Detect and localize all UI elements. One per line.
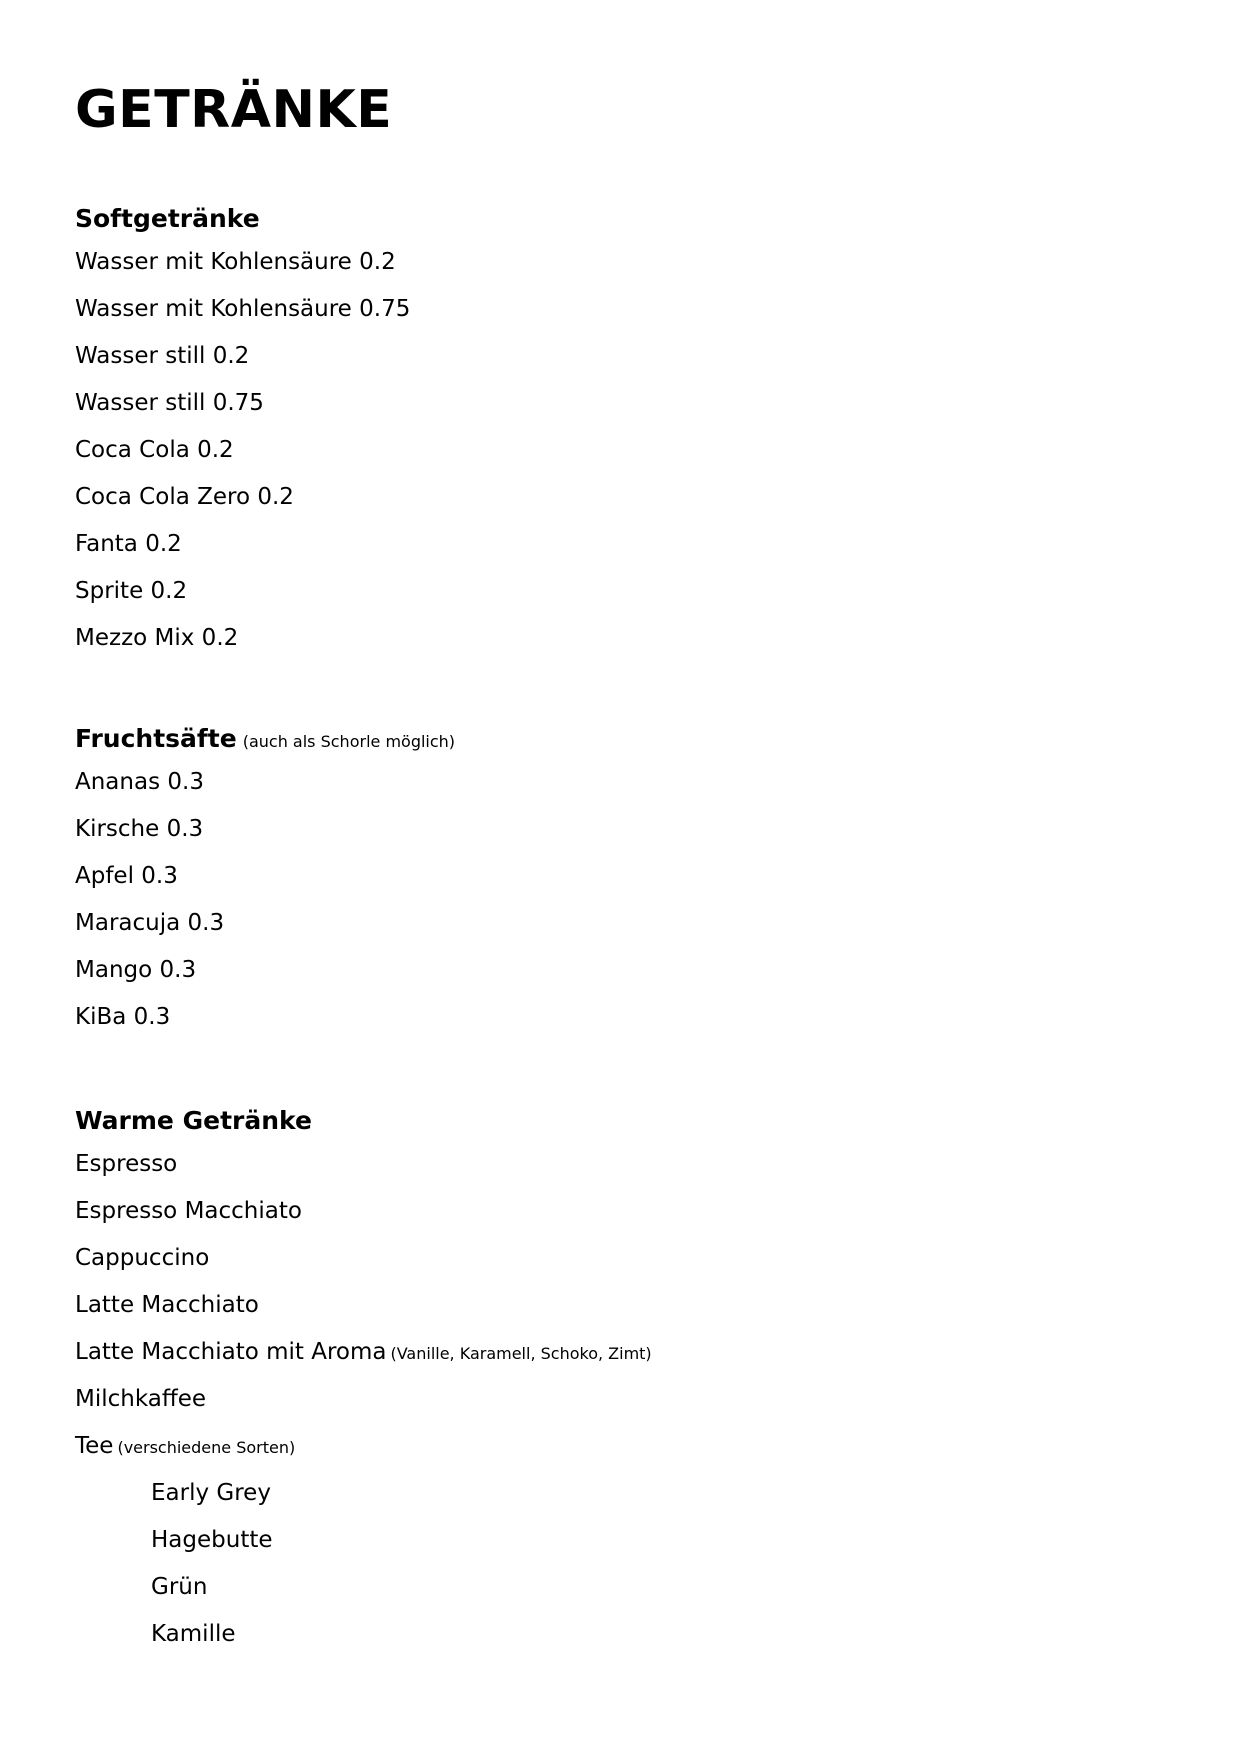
menu-item: Wasser mit Kohlensäure 0.2	[75, 249, 396, 275]
menu-item: Ananas 0.3	[75, 769, 204, 795]
menu-item: Espresso	[75, 1151, 178, 1177]
section-heading-text: Fruchtsäfte	[75, 724, 237, 753]
tea-variety-item: Grün	[151, 1574, 208, 1600]
section-heading-text: Softgetränke	[75, 204, 260, 233]
menu-item: KiBa 0.3	[75, 1004, 171, 1030]
tea-variety-item: Hagebutte	[151, 1527, 273, 1553]
menu-item: Apfel 0.3	[75, 863, 178, 889]
section-heading	[75, 199, 1175, 239]
menu-item: Latte Macchiato	[75, 1292, 259, 1318]
menu-item: Kirsche 0.3	[75, 816, 204, 842]
menu-item	[75, 1423, 1175, 1470]
menu-item: Fanta 0.2	[75, 531, 182, 557]
section-softgetraenke	[75, 199, 1175, 662]
section-fruchtsaefte	[75, 719, 1175, 1041]
menu-item: Sprite 0.2	[75, 578, 188, 604]
section-heading	[75, 1101, 1175, 1141]
page-title: GETRÄNKE	[75, 80, 393, 140]
section-note: (auch als Schorle möglich)	[242, 732, 456, 751]
menu-item: Wasser still 0.2	[75, 343, 250, 369]
menu-item: Mezzo Mix 0.2	[75, 625, 239, 651]
menu-item-name: Latte Macchiato mit Aroma	[75, 1339, 387, 1365]
menu-item: Milchkaffee	[75, 1386, 207, 1412]
menu-item-name: Tee	[75, 1433, 114, 1459]
menu-item	[75, 1329, 1175, 1376]
menu-item: Cappuccino	[75, 1245, 210, 1271]
menu-item: Wasser mit Kohlensäure 0.75	[75, 296, 411, 322]
menu-item: Coca Cola Zero 0.2	[75, 484, 294, 510]
menu-item: Maracuja 0.3	[75, 910, 225, 936]
section-heading	[75, 719, 1175, 759]
menu-item-note: (verschiedene Sorten)	[117, 1438, 296, 1457]
tea-variety-item: Early Grey	[151, 1480, 271, 1506]
menu-item-note: (Vanille, Karamell, Schoko, Zimt)	[390, 1344, 652, 1363]
section-heading-text: Warme Getränke	[75, 1106, 312, 1135]
menu-item: Espresso Macchiato	[75, 1198, 302, 1224]
menu-item: Mango 0.3	[75, 957, 197, 983]
tea-variety-item: Kamille	[151, 1621, 236, 1647]
menu-item: Wasser still 0.75	[75, 390, 264, 416]
menu-item: Coca Cola 0.2	[75, 437, 234, 463]
section-warme-getraenke	[75, 1101, 1175, 1658]
